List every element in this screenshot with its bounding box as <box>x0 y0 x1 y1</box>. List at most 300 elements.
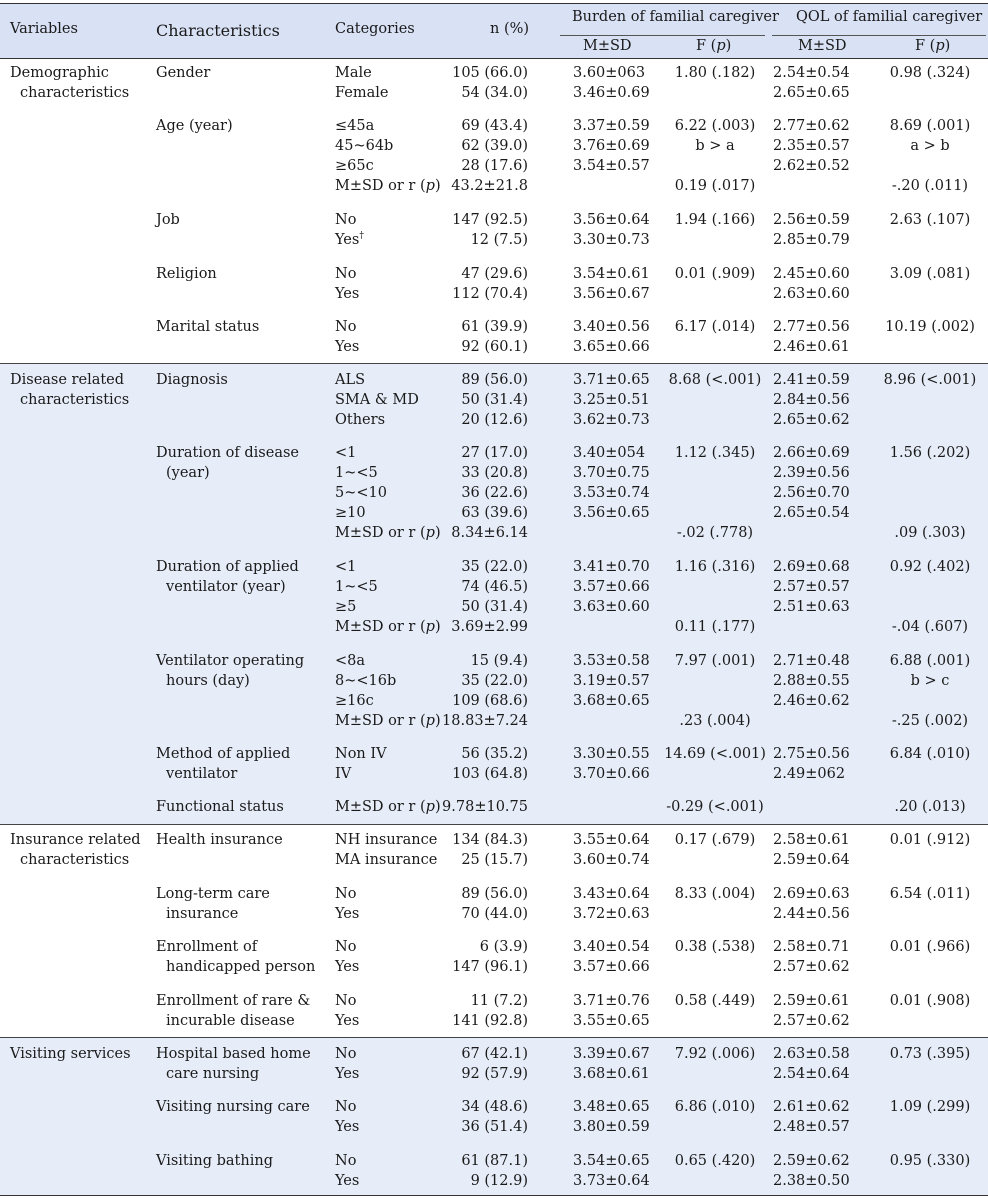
n-pct-col <box>461 317 528 357</box>
qol-msd-cell: 2.77±0.62 <box>773 118 850 134</box>
qol-f-cell <box>875 483 985 503</box>
characteristic-line: Enrollment of rare & <box>156 993 311 1009</box>
burden-msd-col <box>573 317 650 357</box>
qol-f-cell: -.25 (.002) <box>891 713 969 729</box>
qol-msd-cell: 2.35±0.57 <box>773 138 850 154</box>
burden-f-cell: 1.16 (.316) <box>674 559 756 575</box>
burden-msd-cell: 3.73±0.64 <box>573 1173 650 1189</box>
n-pct-col <box>461 884 528 924</box>
n-pct-cell: 35 (22.0) <box>461 559 528 575</box>
section-divider <box>0 1037 988 1038</box>
table-bottom-rule <box>0 1195 988 1196</box>
burden-msd-cell <box>573 711 650 731</box>
burden-msd-col <box>573 797 578 817</box>
qol-msd-cell: 2.62±0.52 <box>773 158 850 174</box>
characteristic-line: ventilator (year) <box>166 579 286 595</box>
characteristic <box>156 744 290 784</box>
qol-msd-cell <box>773 797 778 817</box>
qol-msd-col <box>773 1044 850 1084</box>
burden-f-cell: 0.58 (.449) <box>674 993 756 1009</box>
qol-msd-cell: 2.58±0.61 <box>773 832 850 848</box>
category-cell: No <box>335 1099 357 1115</box>
burden-f-cell: 6.86 (.010) <box>674 1099 756 1115</box>
burden-msd-cell: 3.54±0.65 <box>573 1153 650 1169</box>
characteristic-line: Ventilator operating <box>156 653 305 669</box>
header-qol-msd: M±SD <box>798 38 847 54</box>
qol-msd-cell: 2.38±0.50 <box>773 1173 850 1189</box>
category-cell: MA insurance <box>335 852 438 868</box>
burden-f-cell <box>660 671 770 691</box>
qol-f-col <box>875 1044 985 1064</box>
burden-f-cell: .23 (.004) <box>679 713 751 729</box>
burden-msd-cell: 3.80±0.59 <box>573 1119 650 1135</box>
characteristic <box>156 830 283 850</box>
n-pct-cell: 9.78±10.75 <box>442 799 528 815</box>
n-pct-cell: 33 (20.8) <box>461 465 528 481</box>
burden-f-cell <box>660 483 770 503</box>
table-header <box>0 3 988 59</box>
variable-label-line: characteristics <box>20 392 130 408</box>
n-pct-col <box>461 1044 528 1084</box>
characteristic-line: Duration of applied <box>156 559 299 575</box>
category-cell: SMA & MD <box>335 392 419 408</box>
categories-col <box>335 651 441 731</box>
burden-f-cell <box>660 156 770 176</box>
category-cell: No <box>335 939 357 955</box>
n-pct-cell: 105 (66.0) <box>452 65 528 81</box>
n-pct-cell: 63 (39.6) <box>461 505 528 521</box>
n-pct-cell: 36 (51.4) <box>461 1119 528 1135</box>
header-burden-msd: M±SD <box>583 38 632 54</box>
characteristic <box>156 1097 310 1117</box>
burden-msd-cell: 3.30±0.55 <box>573 746 650 762</box>
qol-msd-cell: 2.63±0.60 <box>773 286 850 302</box>
qol-f-cell: 6.88 (.001) <box>889 653 971 669</box>
qol-msd-cell: 2.75±0.56 <box>773 746 850 762</box>
qol-msd-cell: 2.57±0.62 <box>773 959 850 975</box>
qol-msd-col <box>773 744 850 784</box>
burden-msd-cell: 3.65±0.66 <box>573 339 650 355</box>
characteristic-line: ventilator <box>166 766 238 782</box>
burden-msd-col <box>573 651 650 731</box>
characteristic <box>156 557 299 597</box>
burden-f-col <box>660 1151 770 1171</box>
qol-msd-col <box>773 370 850 430</box>
burden-f-cell: 1.94 (.166) <box>674 212 756 228</box>
n-pct-cell: 61 (87.1) <box>461 1153 528 1169</box>
category-cell: No <box>335 993 357 1009</box>
characteristic-line: Gender <box>156 65 211 81</box>
qol-msd-cell: 2.88±0.55 <box>773 673 850 689</box>
characteristic-line: Functional status <box>156 799 284 815</box>
characteristic-line: Diagnosis <box>156 372 228 388</box>
n-pct-cell: 56 (35.2) <box>461 746 528 762</box>
n-pct-col <box>461 1151 528 1191</box>
characteristic-line: insurance <box>166 906 239 922</box>
category-cell: Yes <box>335 1066 360 1082</box>
category-cell: <1 <box>335 559 357 575</box>
characteristic <box>156 1044 311 1084</box>
qol-msd-cell: 2.57±0.62 <box>773 1013 850 1029</box>
qol-msd-col <box>773 884 850 924</box>
n-pct-col <box>452 210 528 250</box>
category-cell: Yes <box>335 1013 360 1029</box>
categories-col <box>335 557 441 637</box>
qol-f-cell: -.20 (.011) <box>891 178 969 194</box>
qol-msd-col <box>773 937 850 977</box>
characteristic <box>156 937 315 977</box>
header-qol: QOL of familial caregiver <box>796 9 983 25</box>
burden-f-col <box>660 884 770 904</box>
burden-f-cell <box>660 597 770 617</box>
variable-label-line: characteristics <box>20 85 130 101</box>
qol-f-cell: 8.69 (.001) <box>889 118 971 134</box>
burden-msd-cell: 3.19±0.57 <box>573 673 650 689</box>
header-variables: Variables <box>10 21 78 37</box>
n-pct-cell: 25 (15.7) <box>461 852 528 868</box>
categories-col <box>335 744 387 784</box>
burden-msd-col <box>573 116 650 196</box>
category-cell: 1~<5 <box>335 579 378 595</box>
n-pct-cell: 61 (39.9) <box>461 319 528 335</box>
header-categories: Categories <box>335 21 415 37</box>
burden-f-cell <box>660 503 770 523</box>
characteristic-line: hours (day) <box>166 673 250 689</box>
qol-f-cell: 1.56 (.202) <box>889 445 971 461</box>
burden-msd-cell: 3.56±0.67 <box>573 286 650 302</box>
burden-msd-col <box>573 884 650 924</box>
qol-f-cell: 0.01 (.912) <box>889 832 971 848</box>
qol-f-col <box>875 370 985 390</box>
burden-msd-cell: 3.57±0.66 <box>573 959 650 975</box>
characteristic <box>156 264 217 284</box>
qol-f-col <box>875 116 985 196</box>
header-characteristics: Characteristics <box>156 21 280 40</box>
category-cell: <1 <box>335 445 357 461</box>
qol-f-cell: 0.92 (.402) <box>889 559 971 575</box>
category-cell: M±SD or r (p) <box>335 799 441 815</box>
n-pct-col <box>452 991 528 1031</box>
burden-msd-col <box>573 63 650 103</box>
burden-msd-cell: 3.57±0.66 <box>573 579 650 595</box>
burden-f-cell: 1.12 (.345) <box>674 445 756 461</box>
characteristic-line: Method of applied <box>156 746 291 762</box>
qol-msd-cell <box>773 523 850 543</box>
characteristic <box>156 317 259 337</box>
n-pct-cell: 43.2±21.8 <box>451 178 528 194</box>
burden-f-cell: 0.19 (.017) <box>674 178 756 194</box>
qol-msd-cell: 2.58±0.71 <box>773 939 850 955</box>
burden-f-col <box>660 651 770 731</box>
categories-col <box>335 937 359 977</box>
qol-msd-cell: 2.85±0.79 <box>773 232 850 248</box>
qol-f-col <box>875 63 985 83</box>
qol-f-cell: 8.96 (<.001) <box>883 372 977 388</box>
burden-f-cell: 0.65 (.420) <box>674 1153 756 1169</box>
category-cell: ≥65c <box>335 158 374 174</box>
variable-label-line: Visiting services <box>10 1046 131 1062</box>
qol-msd-cell <box>773 617 850 637</box>
qol-msd-col <box>773 797 778 817</box>
burden-f-col <box>660 1044 770 1064</box>
burden-msd-cell: 3.72±0.63 <box>573 906 650 922</box>
burden-msd-col <box>573 744 650 784</box>
burden-msd-cell: 3.43±0.64 <box>573 886 650 902</box>
category-cell: ≤45a <box>335 118 375 134</box>
characteristic-line: Hospital based home <box>156 1046 311 1062</box>
n-pct-cell: 27 (17.0) <box>461 445 528 461</box>
burden-f-cell: -.02 (.778) <box>676 525 754 541</box>
section-divider <box>0 824 988 825</box>
qol-msd-cell: 2.63±0.58 <box>773 1046 850 1062</box>
burden-f-cell: -0.29 (<.001) <box>666 799 764 815</box>
n-pct-cell: 11 (7.2) <box>470 993 528 1009</box>
qol-msd-cell: 2.45±0.60 <box>773 266 850 282</box>
qol-f-cell <box>875 577 985 597</box>
categories-col <box>335 797 441 817</box>
n-pct-cell: 54 (34.0) <box>461 85 528 101</box>
characteristic <box>156 1151 273 1171</box>
qol-msd-cell: 2.44±0.56 <box>773 906 850 922</box>
characteristic-line: Long-term care <box>156 886 270 902</box>
burden-f-col <box>660 264 770 284</box>
categories-col <box>335 1151 359 1191</box>
qol-msd-cell: 2.59±0.62 <box>773 1153 850 1169</box>
n-pct-cell: 109 (68.6) <box>452 693 528 709</box>
category-cell: M±SD or r (p) <box>335 619 441 635</box>
burden-msd-col <box>573 991 650 1031</box>
qol-msd-col <box>773 63 850 103</box>
burden-f-cell: 7.97 (.001) <box>674 653 756 669</box>
burden-msd-cell: 3.53±0.74 <box>573 485 650 501</box>
category-cell: Yes <box>335 1119 360 1135</box>
header-burden: Burden of familial caregiver <box>572 9 779 25</box>
qol-msd-cell: 2.56±0.70 <box>773 485 850 501</box>
characteristic-line: Marital status <box>156 319 260 335</box>
n-pct-cell: 141 (92.8) <box>452 1013 528 1029</box>
n-pct-cell: 62 (39.0) <box>461 138 528 154</box>
characteristic <box>156 797 284 817</box>
n-pct-cell: 9 (12.9) <box>470 1173 528 1189</box>
qol-msd-cell: 2.77±0.56 <box>773 319 850 335</box>
burden-f-col <box>660 1097 770 1117</box>
burden-f-col <box>660 830 770 850</box>
qol-msd-cell <box>773 176 850 196</box>
n-pct-col <box>461 370 528 430</box>
burden-msd-col <box>573 264 650 304</box>
n-pct-col <box>451 116 528 196</box>
n-pct-col <box>461 1097 528 1137</box>
category-cell: NH insurance <box>335 832 438 848</box>
burden-f-cell: 8.33 (.004) <box>674 886 756 902</box>
categories-col <box>335 63 388 103</box>
characteristic-line: (year) <box>166 465 210 481</box>
qol-f-cell <box>875 156 985 176</box>
characteristic-line: Age (year) <box>156 118 233 134</box>
n-pct-col <box>442 797 528 817</box>
qol-msd-col <box>773 317 850 357</box>
qol-msd-col <box>773 1151 850 1191</box>
burden-msd-col <box>573 210 650 250</box>
characteristic-line: care nursing <box>166 1066 260 1082</box>
qol-f-col <box>875 651 985 731</box>
categories-col <box>335 210 364 250</box>
category-cell: 1~<5 <box>335 465 378 481</box>
burden-f-cell <box>660 691 770 711</box>
categories-col <box>335 830 437 870</box>
qol-msd-cell: 2.39±0.56 <box>773 465 850 481</box>
characteristic <box>156 63 210 83</box>
qol-msd-col <box>773 991 850 1031</box>
variable-label-line: Insurance related <box>10 832 141 848</box>
n-pct-cell: 70 (44.0) <box>461 906 528 922</box>
category-cell: No <box>335 319 357 335</box>
qol-msd-cell: 2.56±0.59 <box>773 212 850 228</box>
n-pct-col <box>451 557 528 637</box>
characteristic <box>156 991 310 1031</box>
n-pct-cell: 6 (3.9) <box>479 939 528 955</box>
characteristic <box>156 443 299 483</box>
qol-f-cell: .09 (.303) <box>894 525 966 541</box>
header-n-pct: n (%) <box>490 21 530 37</box>
category-cell: Yes† <box>335 231 364 248</box>
burden-f-cell: 0.17 (.679) <box>674 832 756 848</box>
burden-msd-cell: 3.56±0.64 <box>573 212 650 228</box>
qol-msd-col <box>773 1097 850 1137</box>
burden-msd-cell: 3.70±0.66 <box>573 766 650 782</box>
qol-f-col <box>875 264 985 284</box>
n-pct-cell: 67 (42.1) <box>461 1046 528 1062</box>
burden-f-col <box>660 210 770 230</box>
qol-msd-cell: 2.84±0.56 <box>773 392 850 408</box>
qol-f-col <box>875 443 985 543</box>
n-pct-cell: 36 (22.6) <box>461 485 528 501</box>
qol-f-col <box>875 1097 985 1117</box>
qol-f-cell: -.04 (.607) <box>891 619 969 635</box>
category-cell: ≥5 <box>335 599 357 615</box>
burden-f-cell: 7.92 (.006) <box>674 1046 756 1062</box>
categories-col <box>335 317 359 357</box>
qol-f-cell: b > c <box>910 673 950 689</box>
burden-msd-cell: 3.46±0.69 <box>573 85 650 101</box>
burden-msd-cell <box>573 617 650 637</box>
n-pct-cell: 35 (22.0) <box>461 673 528 689</box>
qol-f-cell: 2.63 (.107) <box>889 212 971 228</box>
n-pct-cell: 112 (70.4) <box>452 286 528 302</box>
n-pct-cell: 20 (12.6) <box>461 412 528 428</box>
burden-f-cell: 1.80 (.182) <box>674 65 756 81</box>
qol-msd-cell: 2.69±0.63 <box>773 886 850 902</box>
burden-msd-cell: 3.30±0.73 <box>573 232 650 248</box>
n-pct-cell: 28 (17.6) <box>461 158 528 174</box>
burden-msd-col <box>573 443 650 543</box>
characteristic-line: Duration of disease <box>156 445 299 461</box>
qol-msd-cell: 2.57±0.57 <box>773 579 850 595</box>
qol-msd-cell: 2.69±0.68 <box>773 559 850 575</box>
category-cell: M±SD or r (p) <box>335 178 441 194</box>
n-pct-cell: 50 (31.4) <box>461 392 528 408</box>
category-cell: Yes <box>335 286 360 302</box>
burden-msd-cell: 3.53±0.58 <box>573 653 650 669</box>
n-pct-cell: 8.34±6.14 <box>451 525 528 541</box>
qol-msd-cell: 2.71±0.48 <box>773 653 850 669</box>
n-pct-cell: 12 (7.5) <box>470 232 528 248</box>
n-pct-col <box>451 443 528 543</box>
qol-msd-col <box>773 830 850 870</box>
n-pct-cell: 92 (60.1) <box>461 339 528 355</box>
characteristic-line: Visiting nursing care <box>156 1099 310 1115</box>
category-cell: Others <box>335 412 386 428</box>
burden-msd-cell <box>573 797 578 817</box>
dagger-footnote-mark: † <box>359 231 364 241</box>
n-pct-cell: 147 (92.5) <box>452 212 528 228</box>
qol-msd-cell <box>773 711 850 731</box>
n-pct-cell: 92 (57.9) <box>461 1066 528 1082</box>
burden-f-cell <box>660 577 770 597</box>
burden-f-cell: 14.69 (<.001) <box>664 746 766 762</box>
burden-msd-col <box>573 1044 650 1084</box>
burden-f-col <box>660 991 770 1011</box>
burden-f-cell: 8.68 (<.001) <box>668 372 762 388</box>
qol-f-cell <box>875 503 985 523</box>
qol-f-cell: 1.09 (.299) <box>889 1099 971 1115</box>
qol-f-cell: a > b <box>910 138 950 154</box>
qol-f-cell: 10.19 (.002) <box>885 319 975 335</box>
qol-f-cell: 3.09 (.081) <box>889 266 971 282</box>
qol-msd-col <box>773 264 850 304</box>
n-pct-cell: 103 (64.8) <box>452 766 528 782</box>
qol-f-col <box>875 744 985 764</box>
n-pct-cell: 47 (29.6) <box>461 266 528 282</box>
burden-f-cell: 6.17 (.014) <box>674 319 756 335</box>
burden-underline <box>560 35 765 36</box>
burden-msd-cell: 3.71±0.76 <box>573 993 650 1009</box>
burden-msd-col <box>573 370 650 430</box>
section-variable <box>10 370 129 410</box>
category-cell: No <box>335 886 357 902</box>
qol-f-cell: 0.98 (.324) <box>889 65 971 81</box>
burden-msd-cell: 3.68±0.65 <box>573 693 650 709</box>
category-cell: 45~64b <box>335 138 394 154</box>
burden-msd-cell: 3.25±0.51 <box>573 392 650 408</box>
characteristic-line: Religion <box>156 266 217 282</box>
qol-f-cell: 0.95 (.330) <box>889 1153 971 1169</box>
qol-msd-col <box>773 651 850 731</box>
qol-msd-cell: 2.59±0.64 <box>773 852 850 868</box>
category-cell: 5~<10 <box>335 485 387 501</box>
categories-col <box>335 884 359 924</box>
n-pct-cell: 147 (96.1) <box>452 959 528 975</box>
burden-msd-cell: 3.55±0.64 <box>573 832 650 848</box>
burden-f-cell: 0.38 (.538) <box>674 939 756 955</box>
categories-col <box>335 991 359 1031</box>
category-cell: Male <box>335 65 372 81</box>
burden-f-col <box>660 557 770 637</box>
variable-label-line: Demographic <box>10 65 109 81</box>
burden-msd-cell: 3.37±0.59 <box>573 118 650 134</box>
n-pct-cell: 34 (48.6) <box>461 1099 528 1115</box>
characteristic <box>156 210 180 230</box>
burden-msd-cell: 3.40±054 <box>573 445 646 461</box>
burden-f-col <box>660 116 770 196</box>
qol-f-col <box>875 1151 985 1171</box>
n-pct-cell: 89 (56.0) <box>461 886 528 902</box>
category-cell: IV <box>335 766 352 782</box>
burden-msd-cell: 3.40±0.54 <box>573 939 650 955</box>
section-divider <box>0 363 988 364</box>
burden-msd-cell: 3.62±0.73 <box>573 412 650 428</box>
header-burden-fp: F (p) <box>696 38 732 54</box>
